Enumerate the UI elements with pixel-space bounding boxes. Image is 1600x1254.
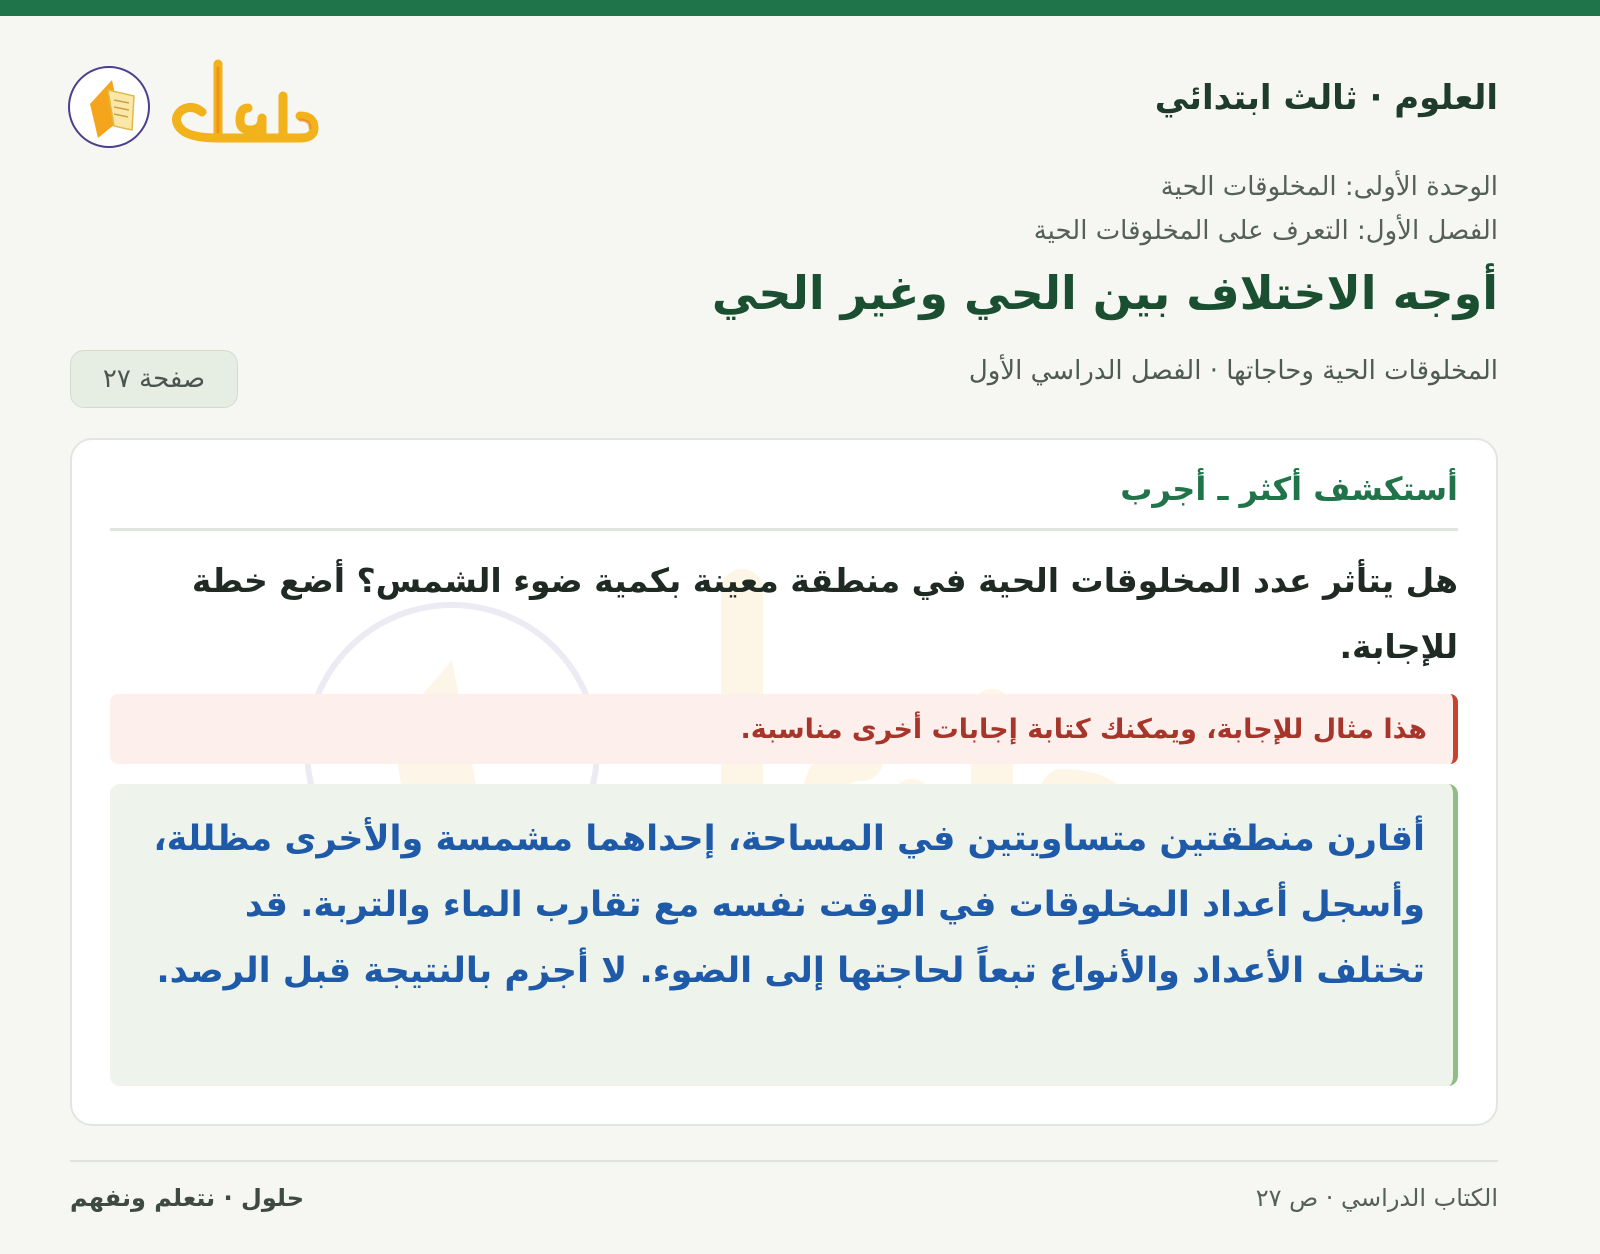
lesson-title: أوجه الاختلاف بين الحي وغير الحي (711, 266, 1498, 320)
subject-grade-heading: العلوم · ثالث ابتدائي (1154, 78, 1498, 118)
note-text: هذا مثال للإجابة، ويمكنك كتابة إجابات أخرى مناسبة. (740, 713, 1427, 745)
unit-label: الوحدة الأولى: المخلوقات الحية (1160, 172, 1498, 202)
section-title: أستكشف أكثر ـ أجرب (1120, 470, 1458, 508)
lesson-meta: المخلوقات الحية وحاجاتها · الفصل الدراسي الأول (968, 356, 1498, 386)
answer-box (110, 784, 1458, 1086)
chapter-label: الفصل الأول: التعرف على المخلوقات الحية (1033, 216, 1498, 246)
book-logo-icon (68, 46, 338, 156)
question-text: هل يتأثر عدد المخلوقات الحية في منطقة معينة بكمية ضوء الشمس؟ أضع خطة للإجابة. (191, 561, 1458, 666)
answer-disclaimer-note (110, 694, 1458, 764)
footer-divider (70, 1160, 1498, 1162)
footer-brand[interactable]: حلول · نتعلم ونفهم (70, 1184, 304, 1212)
footer-source: الكتاب الدراسي · ص ٢٧ (1255, 1184, 1498, 1212)
hulul-logo[interactable] (68, 46, 338, 156)
page-number-badge: صفحة ٢٧ (70, 350, 238, 408)
top-accent-bar (0, 0, 1600, 16)
answer-text: أقارن منطقتين متساويتين في المساحة، إحداهما مشمسة والأخرى مظللة، وأسجل أعداد المخلوقات في الوقت نفسه مع تقارب الماء والتربة. قد تختلف الأعداد والأنواع تبعاً لحاجتها إلى الضوء. لا أجزم بالنتيجة قبل الرصد. (153, 819, 1425, 991)
section-divider (110, 528, 1458, 531)
exercise-card (70, 438, 1498, 1126)
